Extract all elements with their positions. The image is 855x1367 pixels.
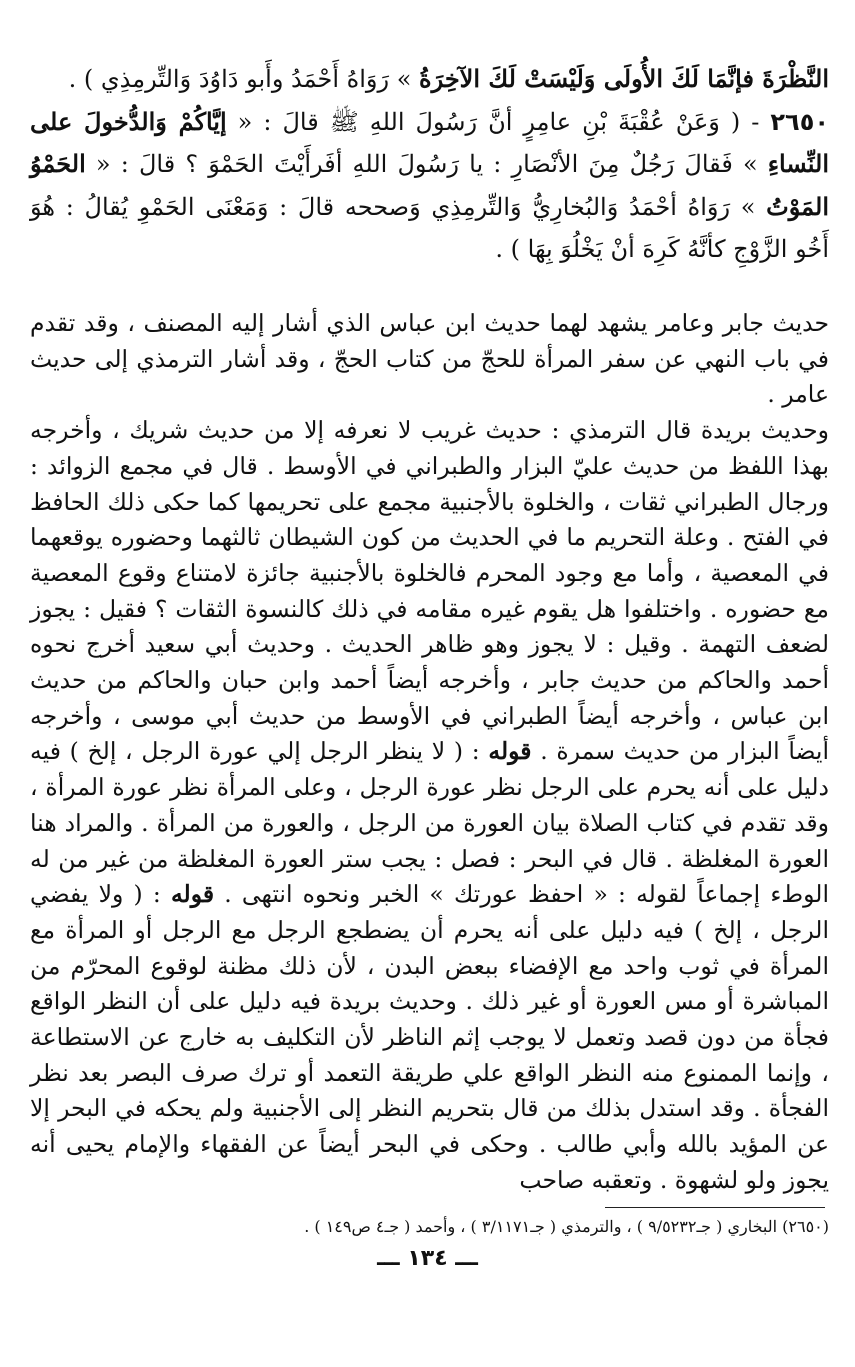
hadith-text-b: » فَقالَ رَجُلٌ مِنَ الأنْصَارِ : يا رَسُولَ اللهِ أفَرأَيْتَ الحَمْوَ ؟ قالَ : « [85, 150, 768, 178]
hadith-number: ٢٦٥٠ [770, 107, 829, 136]
hadith-text-c: » رَوَاهُ أحْمَدُ وَالبُخارِيُّ وَالتِّرمِذِي وَصححه قالَ : وَمَعْنَى الحَمْوِ يُقالُ : هُوَ أَخُو الزَّوْجِ كأنَّهُ كَرِهَ أنْ يَخْلُوَ بِهَا ) . [30, 192, 829, 263]
footnote: (٢٦٥٠) البخاري ( جـ٩/٥٢٣٢ ) ، والترمذي ( جـ٣/١١٧١ ) ، وأحمد ( جـ٤ ص١٤٩ ) . [304, 1217, 829, 1236]
commentary-text-c: : ( ولا يفضي الرجل ، إلخ ) فيه دليل على أنه يحرم أن يضطجع الرجل مع الرجل أو المرأة مع المرأة في ثوب واحد مع الإفضاء ببعض البدن ، لأن ذلك مظنة لوقوع المحرّم من المباشرة أو مس العورة أو غير ذلك . وحديث بريدة فيه دليل على أن النظر الواقع فجأة من دون قصد وتعمل لا يوجب إثم الناظر لأن التكليف به خارج عن الاستطاعة ، وإنما الممنوع منه النظر الواقع علي طريقة التعمد أو ترك صرف البصر بعد نظر الفجأة . وقد استدل بذلك من قال بتحريم النظر إلى الأجنبية ولم يحكه في البحر إلا عن المؤيد بالله وأبي طالب . وحكى في البحر أيضاً عن الفقهاء والإمام يحيى أنه يجوز ولو لشهوة . وتعقبه صاحب [30, 880, 829, 1194]
hadith-continuation [30, 58, 829, 101]
hadith-text-a: - ( وَعَنْ عُقْبَةَ بْنِ عامِرٍ أنَّ رَسُولَ اللهِ ﷺ قالَ : « [226, 107, 771, 136]
hadith-block [30, 58, 829, 271]
page-number: ـــ ١٣٤ ـــ [377, 1246, 478, 1271]
hadith-2650 [30, 101, 829, 271]
footnote-divider [605, 1207, 825, 1208]
qawluh-label: قوله [170, 880, 215, 909]
commentary-paragraph-2 [30, 413, 829, 1198]
commentary-text-a: وحديث بريدة قال الترمذي : حديث غريب لا نعرفه إلا من حديث شريك ، وأخرجه بهذا اللفظ من حديث عليّ البزار والطبراني في الأوسط . قال في مجمع الزوائد : ورجال الطبراني ثقات ، والخلوة بالأجنبية مجمع على تحريمها كما حكى ذلك الحافظ في الفتح . وعلة التحريم ما في الحديث من كون الشيطان ثالثهما وحضوره يوقعهما في المعصية ، وأما مع وجود المحرم فالخلوة بالأجنبية جائزة لامتناع وقوع المعصية مع حضوره . واختلفوا هل يقوم غيره مقامه في ذلك كالنسوة الثقات ؟ فقيل : يجوز لضعف التهمة . وقيل : لا يجوز وهو ظاهر الحديث . وحديث أبي سعيد أخرج نحوه أحمد والحاكم من حديث جابر ، وأخرجه أيضاً أحمد وابن حبان والحاكم من حديث ابن عباس ، وأخرجه أيضاً الطبراني في الأوسط من حديث أبي موسى ، وأخرجه أيضاً البزار من حديث سمرة . [30, 416, 829, 766]
commentary-paragraph-1: حديث جابر وعامر يشهد لهما حديث ابن عباس الذي أشار إليه المصنف ، وقد تقدم في باب النهي عن سفر المرأة للحجّ من كتاب الحجّ ، وقد أشار الترمذي إلى حديث عامر . [30, 309, 829, 409]
commentary-text-b: : ( لا ينظر الرجل إلي عورة الرجل ، إلخ ) فيه دليل على أنه يحرم على الرجل نظر عورة الرجل ، وعلى المرأة نظر عورة المرأة ، وقد تقدم في كتاب الصلاة بيان العورة من الرجل ، والعورة من المرأة . والمراد هنا العورة المغلظة . قال في البحر : فصل : يجب ستر العورة المغلظة من غير من له الوطء إجماعاً لقوله : « احفظ عورتك » الخبر ونحوه انتهى . [30, 737, 829, 909]
hadith-continuation-bold: النَّظْرَةَ فإنَّمَا لَكَ الأُولَى وَلَيْسَتْ لَكَ الآخِرَةُ [419, 64, 829, 93]
hadith-continuation-text: » رَوَاهُ أَحْمَدُ وأَبو دَاوُدَ وَالتِّرمِذِي ) . [68, 65, 420, 93]
qawluh-label: قوله [488, 737, 532, 766]
hadith-bold-b: الحَمْوُ المَوْتُ [30, 149, 829, 221]
commentary [30, 306, 829, 1199]
hadith-bold-a: إيَّاكُمْ وَالدُّخولَ على النِّساءِ [30, 106, 829, 178]
